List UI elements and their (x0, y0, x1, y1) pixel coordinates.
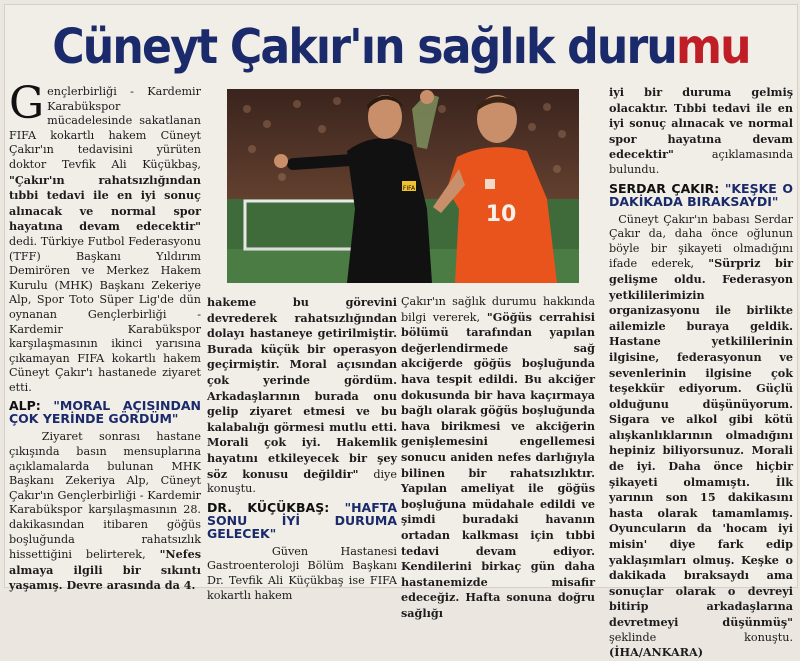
subheading-speaker: SERDAR ÇAKIR: (609, 180, 725, 196)
article-photo (227, 89, 579, 283)
alp-quote: "Nefes almaya ilgili bir sıkıntı yaşamış. Devre arasında da 4. (9, 547, 201, 593)
paragraph-kucukbas-end (609, 85, 793, 178)
subheading-quote: "HAFTA SONU İYİ DURUMA GELECEK" (207, 499, 397, 541)
article-column-3 (401, 295, 595, 621)
article-headline (37, 17, 766, 77)
intro-paragraph (9, 78, 201, 395)
kucukbas-intro: Çakır'ın sağlık durumu hakkında bilgi vererek, (401, 295, 595, 324)
alp-signoff: diye konuştu. (207, 467, 397, 496)
headline-main: Cüneyt Çakır'ın sağlık duru (52, 19, 676, 75)
kucukbas-text: Güven Hastanesi Gastroenteroloji Bölüm Başkanı Dr. Tevfik Ali Küçükbaş ise FIFA kokartlı hakem (207, 544, 397, 602)
doctor-quote: "Çakır'ın rahatsızlığından tıbbi tedavi ile en iyi sonuç alınacak ve normal spor hayatına devam edecektir" (9, 172, 201, 234)
intro-text-cont: dedi. Türkiye Futbol Federasyonu (TFF) Başkanı Yıldırım Demirören ve Merkez Hakem Kurulu (MHK) Başkanı Zekeriye Alp, Spor Toto Süper Lig'de dün oynanan Gençlerbirliği - Kardemir Karabükspor karşılaşmasının ikinci yarısına çıkamayan FIFA kokartlı hakem Cüneyt Çakır'ı hastanede ziyaret etti. (9, 234, 201, 394)
newspaper-page (4, 4, 798, 660)
subheading-quote: "MORAL AÇISINDAN ÇOK YERİNDE GÖRDÜM" (9, 398, 201, 427)
subheading-speaker: ALP: (9, 398, 54, 414)
article-column-2 (207, 295, 397, 603)
paragraph-kucukbas (207, 545, 397, 603)
article-column-1 (9, 78, 201, 594)
kucukbas-signoff: açıklamasında bulundu. (609, 148, 793, 176)
alp-quote-cont: hakeme bu görevini devrederek rahatsızlığından dolayı hastaneye getirilmiştir. Burada küçük bir operasyon geçirmiştir. Moral açısından çok yerinde gördüm. Arkadaşlarının burada onu gelip ziyaret etmesi ve bu kalabalığı görmesi mutlu etti. Morali çok iyi. Hakemlik hayatını etkileyecek bir şey söz konusu değildir" (207, 295, 397, 481)
referee-and-player-photo (227, 89, 579, 283)
fifa-badge: FIFA (402, 185, 416, 192)
kucukbas-quote-end: iyi bir duruma gelmiş olacaktır. Tıbbi tedavi ile en iyi sonuç alınacak ve normal spor hayatına devam edecektir" (609, 85, 793, 162)
serdar-quote: "Sürpriz bir gelişme oldu. Federasyon yetkililerimizin organizasyonu ile birlikte ailemizle buraya geldik. Hastane yetkililerinin ilgisine, federasyonun ve sevenlerinin ilgisine çok teşekkür ediyorum. Güçlü olduğunu düşünüyorum. Sigara ve alkol gibi kötü alışkanlıklarının olmadığını hepiniz biliyorsunuz. Morali de iyi. Daha önce hiçbir şikayeti olmamıştı. İlk yarının son 15 dakikasını hasta olarak tamamlamış. Oyuncuların da 'hocam iyi misin' diye fark edip yaklaşımları olmuş. Keşke o dakikada bıraksaydı ama sonuçlar olarak o devreyi bitirip arkadaşlarına devretmeyi düşünmüş" (609, 256, 793, 629)
subheading-alp (9, 399, 201, 425)
shirt-number: 10 (485, 202, 517, 227)
paragraph-alp (9, 430, 201, 594)
paragraph-serdar (609, 213, 793, 661)
serdar-end: şeklinde konuştu. (609, 630, 793, 644)
headline-accent: mu (675, 19, 750, 75)
article-column-4 (609, 85, 793, 661)
serdar-intro: Cüneyt Çakır'ın babası Serdar Çakır da, daha önce oğlunun böyle bir şikayeti olmadığını ifade ederek, (609, 212, 793, 271)
agency-credit: (İHA/ANKARA) (609, 645, 703, 660)
paragraph-alp-cont (207, 295, 397, 497)
kucukbas-quote: "Göğüs cerrahisi bölümü tarafından yapılan değerlendirmede sağ akciğerde göğüs boşluğunda hava tespit edildi. Bu akciğer dokusunda bir hava kaçırmaya bağlı olarak göğüs boşluğunda hava birikmesi ve akciğerin genişlemesini engellemesi sonucu aniden nefes darlığıyla bilinen bir rahatsızlıktır. Yapılan ameliyat ile göğüs boşluğuna müdahale edildi ve şimdi buradaki havanın ortadan kalkması için tıbbi tedavi devam ediyor. Kendilerini birkaç gün daha hastanemizde misafir edeceğiz. Hafta sonuna doğru sağlığı (401, 309, 595, 620)
intro-text: ençlerbirliği - Kardemir Karabükspor mücadelesinde sakatlanan FIFA kokartlı hakem Cüneyt Çakır'ın tedavisini yürüten doktor Tevfik Ali Küçükbaş, (9, 85, 201, 171)
subheading-kucukbas (207, 501, 397, 540)
subheading-quote: "KEŞKE O DAKİKADA BIRAKSAYDI" (609, 180, 794, 209)
alp-text: Ziyaret sonrası hastane çıkışında basın mensuplarına açıklamalarda bulunan MHK Başkanı Zekeriya Alp, Cüneyt Çakır'ın Gençlerbirliği - Kardemir Karabükspor karşılaşmasının 28. dakikasından itibaren göğüs boşluğunda rahatsızlık hissettiğini belirterek, (9, 430, 201, 562)
drop-cap: G (9, 78, 45, 129)
subheading-speaker: DR. KÜÇÜKBAŞ: (207, 499, 345, 515)
paragraph-kucukbas-cont (401, 295, 595, 621)
subheading-serdar (609, 182, 793, 208)
